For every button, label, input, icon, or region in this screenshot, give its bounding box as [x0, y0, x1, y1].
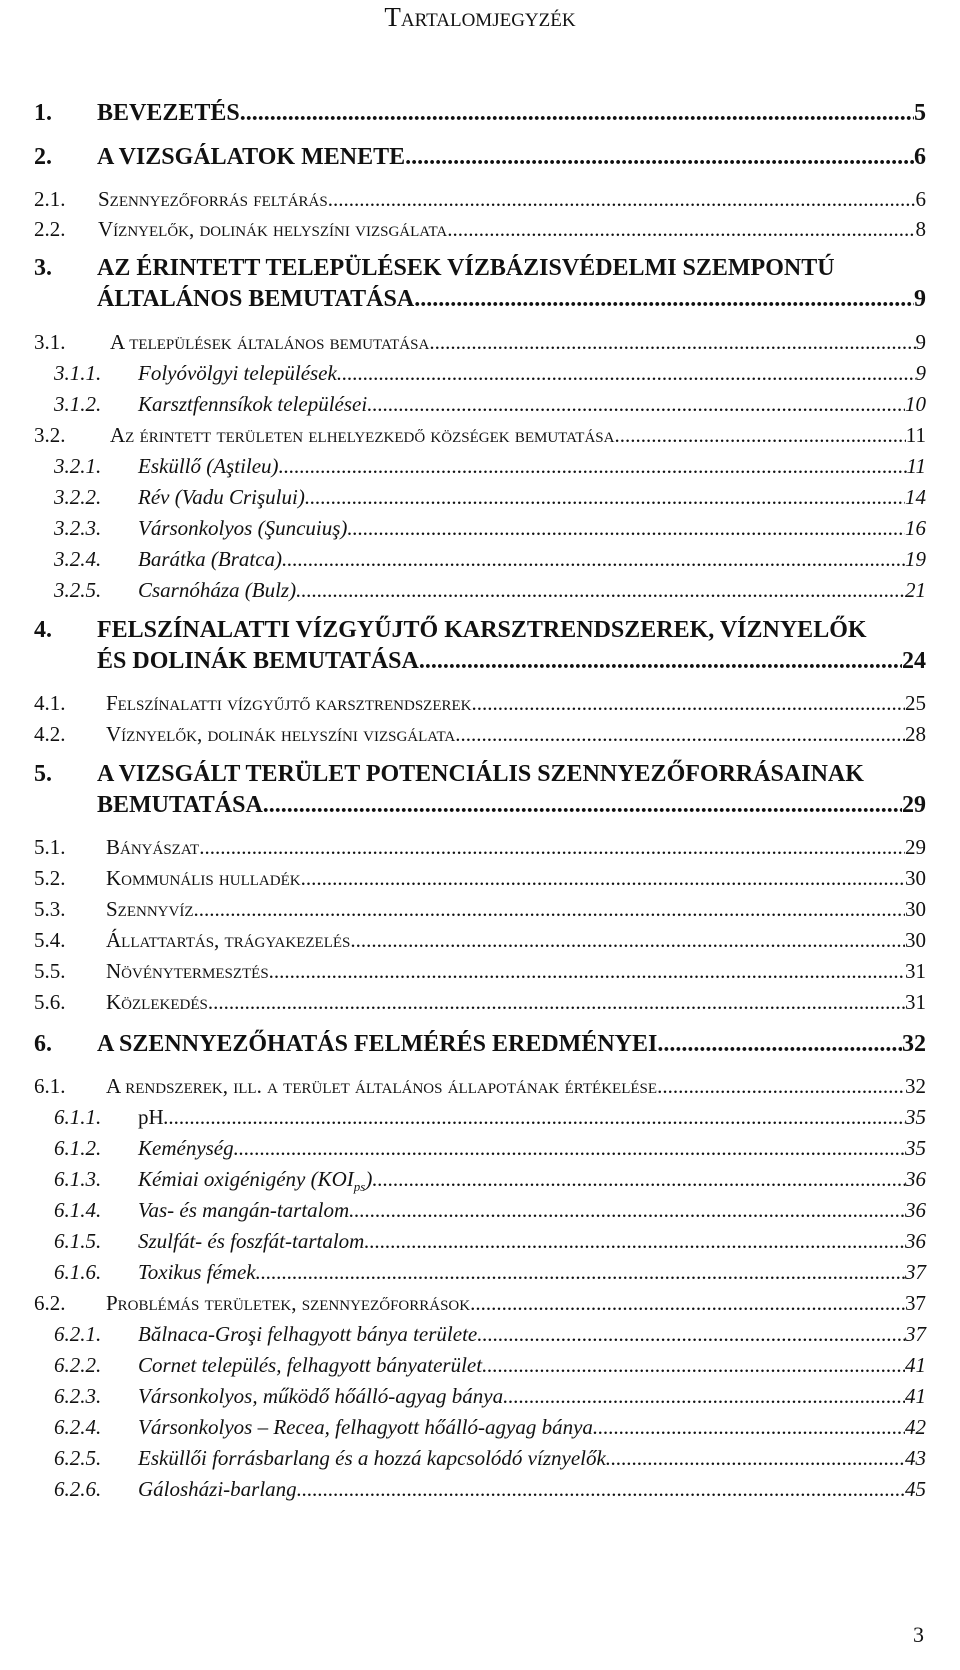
dot-leader: [414, 286, 914, 313]
toc-number: 3.1.: [34, 330, 66, 354]
toc-page: 37: [905, 1291, 926, 1315]
toc-entry-6-1-1[interactable]: [54, 1105, 926, 1130]
toc-page: 29: [902, 792, 926, 818]
toc-entry-4-1[interactable]: [34, 691, 926, 716]
toc-page: 21: [905, 578, 926, 602]
toc-title-continued: BEMUTATÁSA: [97, 792, 263, 818]
toc-title: Vársonkolyos – Recea, felhagyott hőálló-agyag bánya: [138, 1415, 593, 1439]
toc-title: A SZENNYEZŐHATÁS FELMÉRÉS EREDMÉNYEI: [97, 1031, 658, 1057]
toc-entry-3-1[interactable]: [34, 330, 926, 355]
dot-leader: [657, 1031, 902, 1058]
toc-number: 5.4.: [34, 928, 66, 952]
toc-entry-2-1[interactable]: [34, 187, 926, 212]
toc-number: 3.2.: [34, 423, 66, 447]
dot-leader: [297, 1477, 905, 1502]
dot-leader: [482, 1353, 905, 1378]
toc-entry-5-4[interactable]: [34, 928, 926, 953]
dot-leader: [282, 547, 905, 572]
toc-title: FELSZÍNALATTI VÍZGYŰJTŐ KARSZTRENDSZEREK, VÍZNYELŐK: [97, 617, 867, 643]
toc-entry-6-2-4[interactable]: [54, 1415, 926, 1440]
toc-page: 31: [905, 990, 926, 1014]
toc-page: 6: [915, 187, 926, 211]
dot-leader: [593, 1415, 905, 1440]
toc-title: Víznyelők, dolinák helyszíni vizsgálata: [106, 722, 456, 746]
dot-leader: [471, 691, 905, 716]
toc-entry-5-line1[interactable]: [34, 761, 926, 788]
toc-entry-6-2-1[interactable]: [54, 1322, 926, 1347]
toc-title: Víznyelők, dolinák helyszíni vizsgálata: [98, 217, 448, 241]
toc-number: 3.: [34, 255, 52, 281]
toc-title: Az érintett területen elhelyezkedő községek bemutatása: [110, 423, 615, 447]
dot-leader: [199, 835, 905, 860]
dot-leader: [455, 722, 905, 747]
toc-page: 9: [914, 286, 926, 312]
toc-page: 5: [914, 100, 926, 126]
dot-leader: [347, 516, 905, 541]
toc-page: 41: [905, 1353, 926, 1377]
dot-leader: [477, 1322, 905, 1347]
toc-entry-6-2-5[interactable]: [54, 1446, 926, 1471]
toc-entry-5-1[interactable]: [34, 835, 926, 860]
dot-leader: [429, 330, 915, 355]
toc-title: Vársonkolyos, működő hőálló-agyag bánya: [138, 1384, 504, 1408]
toc-number: 6.2.5.: [54, 1446, 102, 1470]
toc-title: Rév (Vadu Crişului): [138, 485, 305, 509]
toc-entry-6-1-4[interactable]: [54, 1198, 926, 1223]
dot-leader: [470, 1291, 905, 1316]
toc-title-end: ): [365, 1167, 373, 1191]
toc-title: A rendszerek, ill. a terület általános állapotának értékelése: [106, 1074, 658, 1098]
toc-entry-4-2[interactable]: [34, 722, 926, 747]
toc-page: 11: [906, 454, 926, 478]
toc-page: 30: [905, 928, 926, 952]
toc-title: Szennyezőforrás feltárás: [98, 187, 328, 211]
dot-leader: [405, 144, 914, 171]
toc-title: A települések általános bemutatása: [110, 330, 430, 354]
dot-leader: [337, 361, 916, 386]
toc-number: 6.2.6.: [54, 1477, 102, 1501]
toc-entry-6-1[interactable]: [34, 1074, 926, 1099]
toc-title: Bányászat: [106, 835, 200, 859]
toc-number: 6.2.4.: [54, 1415, 102, 1439]
toc-entry-6-1-6[interactable]: [54, 1260, 926, 1285]
toc-entry-5-6[interactable]: [34, 990, 926, 1015]
toc-title: Gálosházi-barlang: [138, 1477, 297, 1501]
dot-leader: [350, 928, 905, 953]
toc-entry-3-2-4[interactable]: [54, 547, 926, 572]
dot-leader: [503, 1384, 905, 1409]
toc-title: Kommunális hulladék: [106, 866, 301, 890]
toc-entry-6-1-2[interactable]: [54, 1136, 926, 1161]
dot-leader: [296, 578, 905, 603]
toc-number: 2.2.: [34, 217, 66, 241]
toc-entry-2-2[interactable]: [34, 217, 926, 242]
dot-leader: [234, 1136, 905, 1161]
subscript: ps: [353, 1179, 366, 1195]
toc-number: 3.2.2.: [54, 485, 102, 509]
toc-entry-2[interactable]: [34, 144, 926, 171]
toc-number: 6.2.3.: [54, 1384, 102, 1408]
toc-entry-5-2[interactable]: [34, 866, 926, 891]
toc-page: 32: [905, 1074, 926, 1098]
toc-entry-4-line1[interactable]: [34, 617, 926, 644]
toc-number: 6.: [34, 1031, 52, 1057]
toc-title: Csarnóháza (Bulz): [138, 578, 297, 602]
toc-title: AZ ÉRINTETT TELEPÜLÉSEK VÍZBÁZISVÉDELMI SZEMPONTÚ: [97, 255, 835, 281]
toc-number: 4.1.: [34, 691, 66, 715]
toc-page: 8: [915, 217, 926, 241]
dot-leader: [263, 792, 902, 819]
toc-entry-3-2-1[interactable]: [54, 454, 926, 479]
toc-title: [138, 1167, 372, 1195]
toc-entry-5-line2[interactable]: [34, 792, 926, 819]
toc-entry-3-2-2[interactable]: [54, 485, 926, 510]
toc-page: 42: [905, 1415, 926, 1439]
toc-page: 25: [905, 691, 926, 715]
dot-leader: [614, 423, 905, 448]
toc-title: Vársonkolyos (Şuncuiuş): [138, 516, 348, 540]
toc-number: 3.2.1.: [54, 454, 102, 478]
toc-entry-3-2-5[interactable]: [54, 578, 926, 603]
toc-entry-6-2-3[interactable]: [54, 1384, 926, 1409]
toc-page: 9: [915, 330, 926, 354]
toc-number: 3.2.3.: [54, 516, 102, 540]
toc-page: 45: [905, 1477, 926, 1501]
toc-entry-6-1-3[interactable]: [54, 1167, 926, 1195]
dot-leader: [328, 187, 916, 212]
toc-page: 35: [905, 1105, 926, 1129]
toc-page: 14: [905, 485, 926, 509]
toc-number: 6.2.1.: [54, 1322, 102, 1346]
toc-title: Állattartás, trágyakezelés: [106, 928, 351, 952]
toc-entry-3-2[interactable]: [34, 423, 926, 448]
toc-title: Esküllői forrásbarlang és a hozzá kapcsolódó víznyelők: [138, 1446, 606, 1470]
toc-number: 3.1.1.: [54, 361, 102, 385]
toc-page: 30: [905, 866, 926, 890]
toc-page: 6: [914, 144, 926, 170]
dot-leader: [256, 1260, 905, 1285]
toc-entry-3-2-3[interactable]: [54, 516, 926, 541]
toc-page: 31: [905, 959, 926, 983]
toc-title: Folyóvölgyi települések: [138, 361, 337, 385]
toc-page: 32: [902, 1031, 926, 1057]
toc-entry-3-1-1[interactable]: [54, 361, 926, 386]
toc-number: 2.1.: [34, 187, 66, 211]
toc-entry-6-1-5[interactable]: [54, 1229, 926, 1254]
toc-entry-1[interactable]: [34, 100, 926, 127]
toc-page: 36: [905, 1167, 926, 1191]
dot-leader: [367, 392, 905, 417]
toc-page: 11: [905, 423, 926, 447]
toc-number: 5.6.: [34, 990, 66, 1014]
toc-page: 36: [905, 1198, 926, 1222]
toc-number: 6.2.2.: [54, 1353, 102, 1377]
dot-leader: [372, 1167, 905, 1192]
toc-page: 28: [905, 722, 926, 746]
toc-title: A VIZSGÁLT TERÜLET POTENCIÁLIS SZENNYEZŐFORRÁSAINAK: [97, 761, 864, 787]
toc-title: A VIZSGÁLATOK MENETE: [97, 144, 406, 170]
toc-number: 3.2.5.: [54, 578, 102, 602]
toc-title: Közlekedés: [106, 990, 208, 1014]
toc-number: 6.2.: [34, 1291, 66, 1315]
dot-leader: [419, 648, 902, 675]
dot-leader: [279, 454, 907, 479]
page-title: Tartalomjegyzék: [384, 2, 576, 32]
dot-leader: [606, 1446, 905, 1471]
dot-leader: [305, 485, 905, 510]
toc-number: 4.2.: [34, 722, 66, 746]
toc-entry-6-2-2[interactable]: [54, 1353, 926, 1378]
toc-page: 30: [905, 897, 926, 921]
toc-entry-3-line2[interactable]: [34, 286, 926, 313]
toc-number: 2.: [34, 144, 52, 170]
toc-title: Karsztfennsíkok települései: [138, 392, 368, 416]
toc-page: 9: [915, 361, 926, 385]
toc-title: BEVEZETÉS: [97, 100, 240, 126]
toc-title: Növénytermesztés: [106, 959, 269, 983]
toc-title: Szulfát- és foszfát-tartalom: [138, 1229, 365, 1253]
toc-page: 37: [905, 1322, 926, 1346]
toc-title-continued: ÉS DOLINÁK BEMUTATÁSA: [97, 648, 419, 674]
toc-number: 3.1.2.: [54, 392, 102, 416]
dot-leader: [301, 866, 905, 891]
toc-entry-3-1-2[interactable]: [54, 392, 926, 417]
dot-leader: [269, 959, 905, 984]
toc-page: 24: [902, 648, 926, 674]
toc-title: Bălnaca-Groşi felhagyott bánya területe: [138, 1322, 478, 1346]
toc-number: 5.5.: [34, 959, 66, 983]
toc-entry-5-5[interactable]: [34, 959, 926, 984]
toc-title-main: Kémiai oxigénigény (KOI: [138, 1167, 354, 1191]
toc-number: 6.1.6.: [54, 1260, 102, 1284]
toc-number: 5.2.: [34, 866, 66, 890]
toc-number: 6.1.3.: [54, 1167, 102, 1191]
toc-number: 1.: [34, 100, 52, 126]
toc-title: Barátka (Bratca): [138, 547, 283, 571]
toc-entry-6[interactable]: [34, 1031, 926, 1058]
toc-entry-6-2-6[interactable]: [54, 1477, 926, 1502]
toc-number: 3.2.4.: [54, 547, 102, 571]
toc-page: 29: [905, 835, 926, 859]
toc-number: 6.1.1.: [54, 1105, 102, 1129]
toc-number: 5.3.: [34, 897, 66, 921]
dot-leader: [194, 897, 906, 922]
dot-leader: [240, 100, 914, 127]
toc-title: Problémás területek, szennyezőforrások: [106, 1291, 471, 1315]
toc-title: Cornet település, felhagyott bányaterület: [138, 1353, 483, 1377]
toc-entry-4-line2[interactable]: [34, 648, 926, 675]
toc-number: 6.1.4.: [54, 1198, 102, 1222]
toc-title: Keménység: [138, 1136, 234, 1160]
dot-leader: [164, 1105, 905, 1130]
toc-entry-3-line1[interactable]: [34, 255, 926, 282]
toc-number: 5.1.: [34, 835, 66, 859]
toc-entry-6-2[interactable]: [34, 1291, 926, 1316]
toc-page: 10: [905, 392, 926, 416]
dot-leader: [657, 1074, 905, 1099]
toc-page: 35: [905, 1136, 926, 1160]
toc-entry-5-3[interactable]: [34, 897, 926, 922]
toc-page: 16: [905, 516, 926, 540]
toc-number: 5.: [34, 761, 52, 787]
toc-title: Szennyvíz: [106, 897, 194, 921]
dot-leader: [208, 990, 905, 1015]
toc-number: 6.1.5.: [54, 1229, 102, 1253]
toc-page: 41: [905, 1384, 926, 1408]
toc-title: Toxikus fémek: [138, 1260, 256, 1284]
toc-page: 37: [905, 1260, 926, 1284]
toc-page: 43: [905, 1446, 926, 1470]
toc-title: Felszínalatti vízgyűjtő karsztrendszerek: [106, 691, 472, 715]
toc-number: 6.1.2.: [54, 1136, 102, 1160]
toc-title: Vas- és mangán-tartalom: [138, 1198, 350, 1222]
toc-number: 4.: [34, 617, 52, 643]
toc-title: pH: [138, 1105, 164, 1129]
page-number: 3: [913, 1622, 924, 1647]
dot-leader: [447, 217, 915, 242]
dot-leader: [349, 1198, 905, 1223]
toc-title: Esküllő (Aştileu): [138, 454, 279, 478]
toc-number: 6.1.: [34, 1074, 66, 1098]
toc-title-continued: ÁLTALÁNOS BEMUTATÁSA: [97, 286, 415, 312]
dot-leader: [364, 1229, 905, 1254]
toc-page: 36: [905, 1229, 926, 1253]
toc-page: 19: [905, 547, 926, 571]
